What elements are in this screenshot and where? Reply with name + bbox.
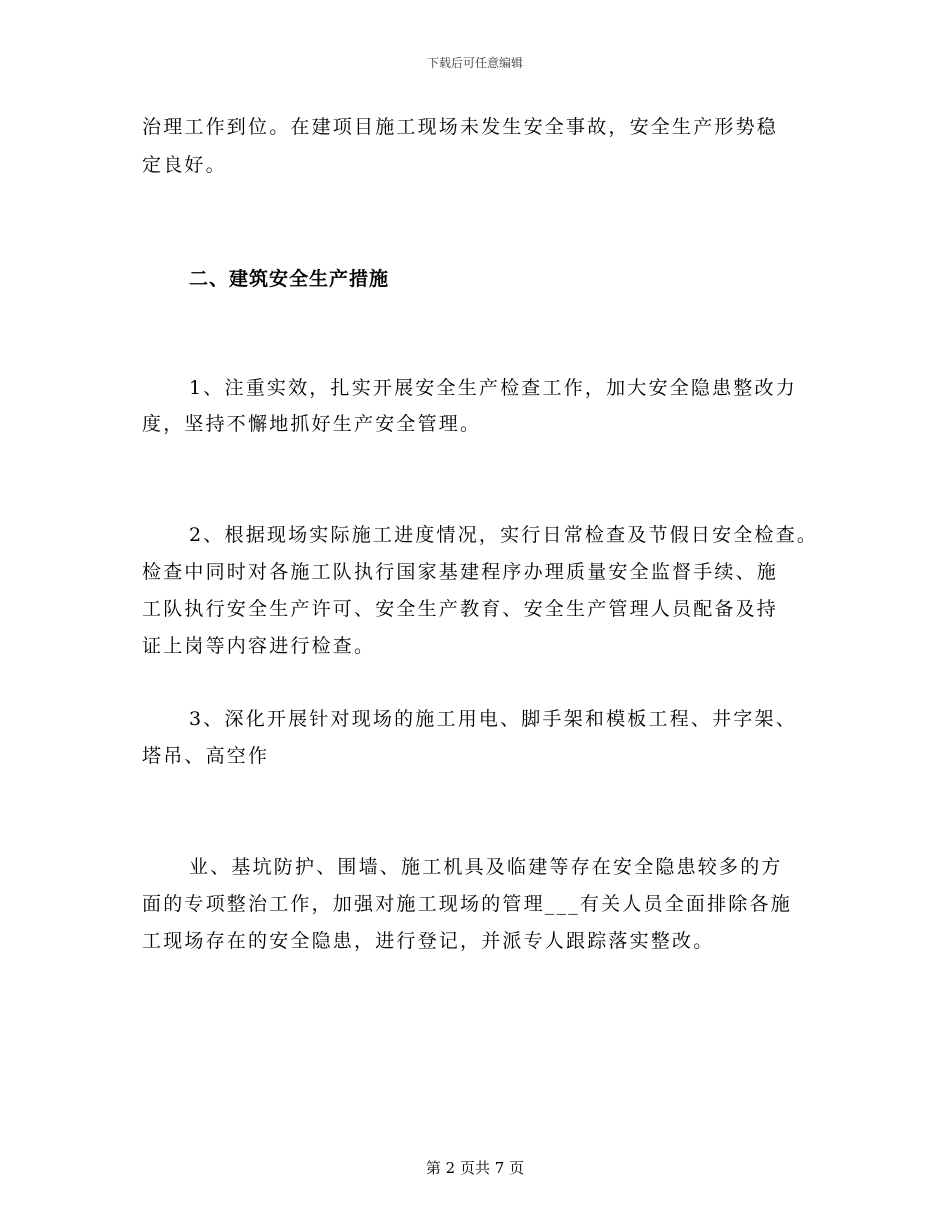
page-header: 下载后可任意编辑 <box>426 56 523 70</box>
paragraph-3-line-1: 3、深化开展针对现场的施工用电、脚手架和模板工程、井字架、 <box>189 708 797 730</box>
paragraph-2-line-4: 证上岗等内容进行检查。 <box>142 635 376 657</box>
paragraph-1-line-2: 度，坚持不懈地抓好生产安全管理。 <box>142 413 482 435</box>
section-heading: 二、建筑安全生产措施 <box>189 268 390 290</box>
paragraph-2-line-3: 工队执行安全生产许可、安全生产教育、安全生产管理人员配备及持 <box>142 598 779 620</box>
paragraph-4-line-2: 面的专项整治工作，加强对施工现场的管理___有关人员全面排除各施 <box>142 893 792 915</box>
paragraph-4-line-3: 工现场存在的安全隐患，进行登记，并派专人跟踪落实整改。 <box>142 930 715 952</box>
paragraph-3-line-2: 塔吊、高空作 <box>142 745 270 767</box>
page-footer: 第 2 页共 7 页 <box>425 1159 525 1177</box>
intro-line-1: 治理工作到位。在建项目施工现场未发生安全事故，安全生产形势稳 <box>142 116 779 138</box>
paragraph-2-line-2: 检查中同时对各施工队执行国家基建程序办理质量安全监督手续、施 <box>142 561 779 583</box>
intro-line-2: 定良好。 <box>142 154 227 176</box>
paragraph-2-line-1: 2、根据现场实际施工进度情况，实行日常检查及节假日安全检查。 <box>189 524 819 546</box>
paragraph-1-line-1: 1、注重实效，扎实开展安全生产检查工作，加大安全隐患整改力 <box>189 377 797 399</box>
paragraph-4-line-1: 业、基坑防护、围墙、施工机具及临建等存在安全隐患较多的方 <box>189 856 783 878</box>
